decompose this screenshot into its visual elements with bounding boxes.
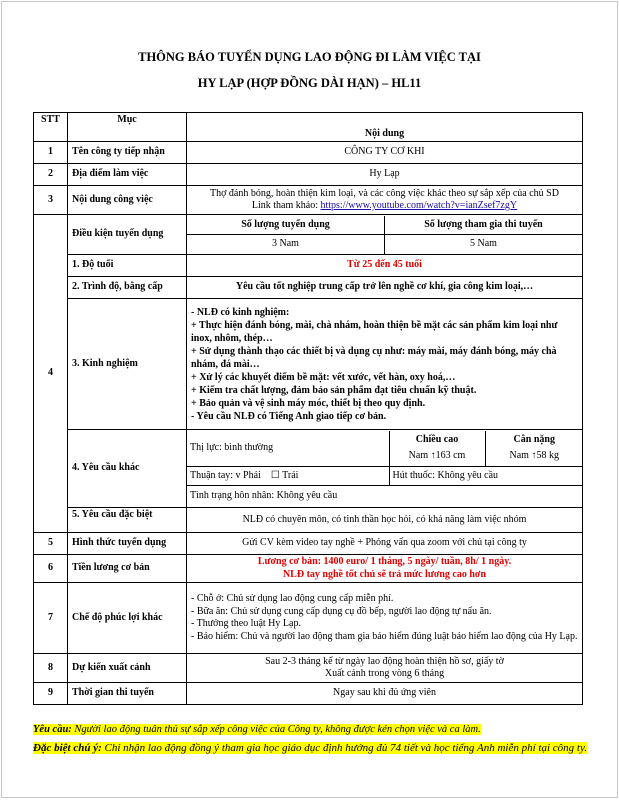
note-requirement-label: Yêu cầu: bbox=[33, 724, 72, 735]
table-row bbox=[34, 142, 583, 164]
quota-value-recruit: 3 Nam bbox=[187, 235, 385, 254]
reference-link-line bbox=[191, 200, 578, 213]
experience-line: + Sử dụng thành thạo các thiết bị và dụng cụ như: máy mài, máy đánh bóng, máy chà nhám, đá mài… bbox=[191, 345, 557, 370]
table-row bbox=[34, 186, 583, 215]
height-label: Chiều cao bbox=[415, 433, 459, 445]
table-row bbox=[34, 654, 583, 683]
row-stt: 9 bbox=[34, 683, 68, 705]
table-header-row bbox=[34, 113, 583, 142]
company-name: CÔNG TY CƠ KHI bbox=[187, 142, 583, 164]
row-stt: 4 bbox=[34, 215, 68, 533]
row-stt: 2 bbox=[34, 164, 68, 186]
table-row bbox=[34, 277, 583, 299]
salary-line2: NLĐ tay nghề tốt chủ sẽ trả mức lương cao hơn bbox=[282, 568, 487, 580]
handedness: Thuận tay: v Phải ☐ Trái bbox=[187, 467, 389, 486]
experience-line: + Kiểm tra chất lượng, đảm bảo sản phẩm đạt tiêu chuẩn kỹ thuật. bbox=[191, 384, 477, 396]
table-row bbox=[34, 683, 583, 705]
special-requirement: NLĐ có chuyên môn, có tinh thần học hỏi, có khả năng làm việc nhóm bbox=[187, 508, 583, 533]
experience-list bbox=[187, 299, 583, 430]
row-stt: 8 bbox=[34, 654, 68, 683]
reference-link[interactable]: https://www.youtube.com/watch?v=ianZsef7zgY bbox=[320, 200, 518, 211]
age-range: Từ 25 đến 45 tuổi bbox=[187, 255, 583, 277]
experience-line: + Xử lý các khuyết điểm bề mặt: vết xước, vết hàn, oxy hoá,… bbox=[191, 371, 456, 383]
row-label-recruitment-form: Hình thức tuyển dụng bbox=[68, 533, 187, 555]
work-location: Hy Lạp bbox=[187, 164, 583, 186]
note-requirement bbox=[33, 722, 588, 737]
note-special-text: Chỉ nhận lao động đồng ý tham gia học giáo dục định hướng đủ 74 tiết và học tiếng Anh miễn phí tại công ty. bbox=[101, 742, 587, 754]
education-requirement: Yêu cầu tốt nghiệp trung cấp trở lên nghề cơ khí, gia công kim loại,… bbox=[187, 277, 583, 299]
experience-line: - NLĐ có kinh nghiệm: bbox=[191, 306, 290, 318]
benefit-line: - Bảo hiểm: Chủ và người lao động tham gia bảo hiểm đúng luật bảo hiểm lao động của Hy Lạp. bbox=[191, 630, 578, 642]
height-value: Nam ↑163 cm bbox=[408, 450, 466, 462]
row-stt: 6 bbox=[34, 555, 68, 583]
table-row bbox=[34, 555, 583, 583]
header-stt: STT bbox=[34, 113, 68, 142]
quota-value-exam: 5 Nam bbox=[385, 235, 583, 254]
row-stt: 1 bbox=[34, 142, 68, 164]
row-label-departure: Dự kiến xuất cảnh bbox=[68, 654, 187, 683]
experience-line: - Yêu cầu NLĐ có Tiếng Anh giao tiếp cơ bản. bbox=[191, 410, 387, 422]
recruitment-table bbox=[33, 112, 583, 705]
table-row bbox=[34, 164, 583, 186]
salary-cell bbox=[187, 555, 583, 583]
job-description bbox=[187, 186, 583, 215]
table-row bbox=[34, 430, 583, 508]
row-label-special: 5. Yêu cầu đặc biệt bbox=[68, 508, 187, 533]
row-label-location: Địa điểm làm việc bbox=[68, 164, 187, 186]
row-label-salary: Tiền lương cơ bản bbox=[68, 555, 187, 583]
benefit-line: - Thưởng theo luật Hy Lạp. bbox=[191, 618, 301, 629]
header-muc: Mục bbox=[68, 113, 187, 142]
row-label-exam-time: Thời gian thi tuyển bbox=[68, 683, 187, 705]
job-description-text: Thợ đánh bóng, hoàn thiện kim loại, và các công việc khác theo sự sắp xếp của chủ SD bbox=[210, 187, 559, 199]
salary-line1: Lương cơ bản: 1400 euro/ 1 tháng, 5 ngày/ tuần, 8h/ 1 ngày. bbox=[257, 556, 512, 567]
weight-label: Cân nặng bbox=[513, 433, 555, 445]
row-label-conditions: Điều kiện tuyển dụng bbox=[68, 215, 187, 255]
benefit-line: - Bữa ăn: Chủ sử dụng cung cấp dụng cụ đồ bếp, người lao động tự nấu ăn. bbox=[191, 605, 492, 617]
row-label-job: Nội dung công việc bbox=[68, 186, 187, 215]
height-cell bbox=[389, 431, 485, 467]
marital-status: Tình trạng hôn nhân: Không yêu cầu bbox=[187, 486, 583, 507]
weight-cell bbox=[485, 431, 583, 467]
table-row bbox=[34, 255, 583, 277]
note-requirement-text: Người lao động tuân thủ sự sắp xếp công việc của Công ty, không được kén chọn việc và ca làm. bbox=[71, 724, 481, 735]
other-requirements-table bbox=[187, 431, 583, 507]
reference-link-prefix: Link tham khảo: bbox=[251, 200, 321, 211]
row-label-education: 2. Trình độ, bằng cấp bbox=[68, 277, 187, 299]
table-row bbox=[34, 299, 583, 430]
quota-table bbox=[187, 216, 582, 254]
row-label-other-requirements: 4. Yêu cầu khác bbox=[68, 430, 187, 508]
benefits-list bbox=[187, 583, 583, 654]
row-label-age: 1. Độ tuổi bbox=[68, 255, 187, 277]
experience-line: + Thực hiện đánh bóng, mài, chà nhám, hoàn thiện bề mặt các sản phẩm kim loại như inox, nhôm, thép… bbox=[191, 319, 558, 344]
note-special bbox=[33, 741, 588, 757]
table-row bbox=[34, 215, 583, 255]
row-label-company: Tên công ty tiếp nhận bbox=[68, 142, 187, 164]
smoking: Hút thuốc: Không yêu cầu bbox=[389, 467, 583, 486]
departure-line2: Xuất cảnh trong vòng 6 tháng bbox=[324, 668, 445, 679]
quota-header-exam: Số lượng tham gia thi tuyển bbox=[385, 216, 583, 235]
departure-line1: Sau 2-3 tháng kể từ ngày lao động hoàn thiện hồ sơ, giấy tờ bbox=[265, 655, 504, 667]
recruitment-form: Gửi CV kèm video tay nghề + Phỏng vấn qua zoom với chủ tại công ty bbox=[187, 533, 583, 555]
exam-time: Ngay sau khi đủ ứng viên bbox=[187, 683, 583, 705]
row-label-experience: 3. Kinh nghiệm bbox=[68, 299, 187, 430]
row-stt: 3 bbox=[34, 186, 68, 215]
quota-header-recruit: Số lượng tuyển dụng bbox=[241, 218, 330, 230]
experience-line: + Bảo quản và vệ sinh máy móc, thiết bị theo quy định. bbox=[191, 397, 426, 409]
table-row bbox=[34, 508, 583, 533]
row-label-benefits: Chế độ phúc lợi khác bbox=[68, 583, 187, 654]
benefit-line: - Chỗ ở: Chủ sử dụng lao động cung cấp miễn phí. bbox=[191, 593, 394, 604]
quota-cell bbox=[187, 215, 583, 255]
other-requirements-cell bbox=[187, 430, 583, 508]
eyesight: Thị lực: bình thường bbox=[190, 442, 274, 453]
table-row bbox=[34, 533, 583, 555]
header-noidung: Nội dung bbox=[187, 113, 583, 142]
document-title-line1: THÔNG BÁO TUYỂN DỤNG LAO ĐỘNG ĐI LÀM VIỆC TẠI bbox=[138, 50, 481, 64]
table-row bbox=[34, 583, 583, 654]
departure-cell bbox=[187, 654, 583, 683]
note-special-label: Đặc biệt chú ý: bbox=[33, 742, 102, 754]
document-title-line2: HY LẠP (HỢP ĐỒNG DÀI HẠN) – HL11 bbox=[197, 76, 422, 90]
row-stt: 7 bbox=[34, 583, 68, 654]
row-stt: 5 bbox=[34, 533, 68, 555]
weight-value: Nam ↑58 kg bbox=[509, 450, 559, 462]
